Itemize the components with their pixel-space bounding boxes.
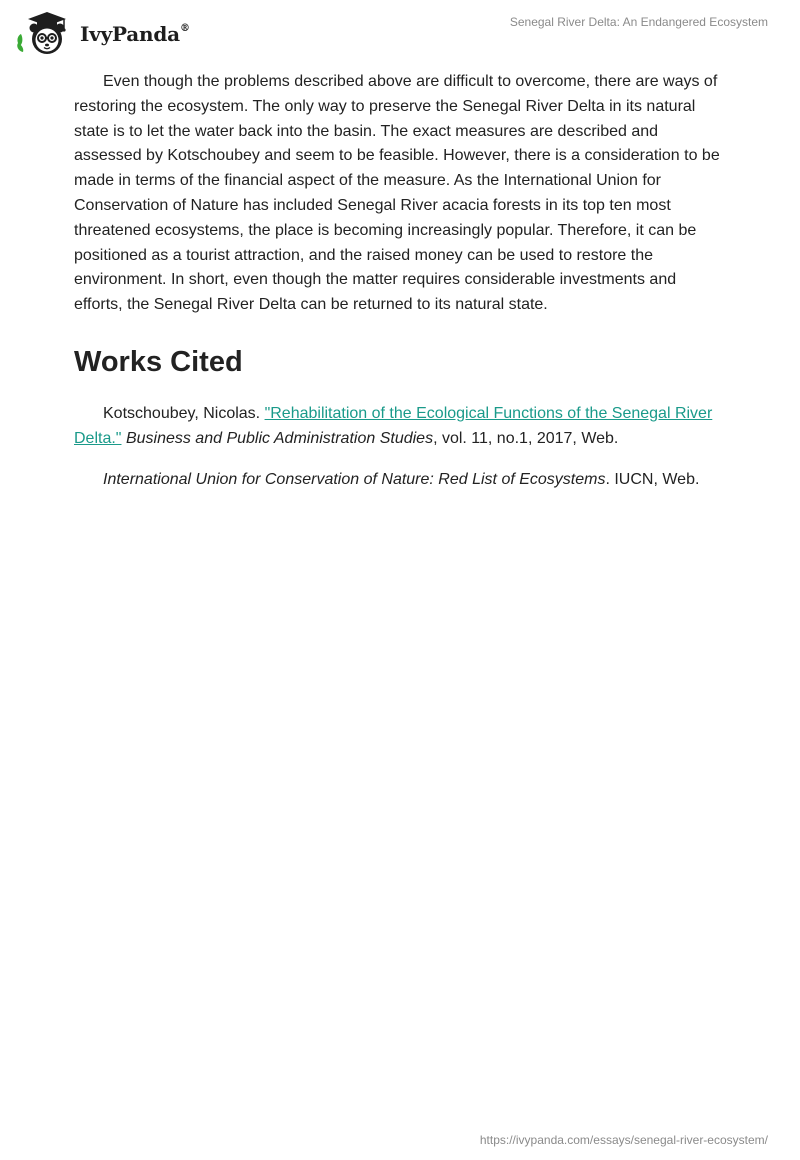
registered-mark: ® — [179, 23, 190, 35]
document-title: Senegal River Delta: An Endangered Ecosystem — [509, 15, 768, 29]
works-cited-heading: Works Cited — [74, 345, 243, 378]
citation-journal: Business and Public Administration Studies — [125, 429, 434, 447]
citation-details: , vol. 11, no.1, 2017, Web. — [433, 429, 619, 447]
citation-iucn — [74, 468, 724, 493]
citation-title: International Union for Conservation of Nature: Red List of Ecosystems — [103, 470, 606, 488]
citation-details: . IUCN, Web. — [605, 470, 700, 488]
ivypanda-logo[interactable] — [14, 8, 190, 58]
essay-content — [74, 70, 724, 508]
works-cited-list — [74, 402, 724, 492]
citation-author: Kotschoubey, Nicolas. — [103, 404, 265, 422]
footer-url[interactable]: https://ivypanda.com/essays/senegal-river-ecosystem/ — [479, 1133, 768, 1147]
panda-graduate-icon — [14, 8, 76, 58]
citation-title-link[interactable]: "Rehabilitation of the Ecological Functions of the Senegal River Delta." — [74, 404, 713, 447]
conclusion-paragraph: Even though the problems described above are difficult to overcome, there are ways of restoring the ecosystem. The only way to preserve the Senegal River Delta in its natural state is to let the water back into the basin. The exact measures are described and assessed by Kotschoubey and seem to be feasible. However, there is a consideration to be made in terms of the financial aspect of the measure. As the International Union for Conservation of Nature has included Senegal River acacia forests in its top ten most threatened ecosystems, the place is becoming increasingly popular. Therefore, it can be positioned as a tourist attraction, and the raised money can be used to restore the environment. In short, even though the matter requires considerable investments and efforts, the Senegal River Delta can be returned to its natural state. — [74, 73, 720, 314]
brand-name: IvyPanda® — [80, 22, 190, 46]
page-header — [0, 0, 800, 70]
citation-kotschoubey — [74, 402, 724, 452]
